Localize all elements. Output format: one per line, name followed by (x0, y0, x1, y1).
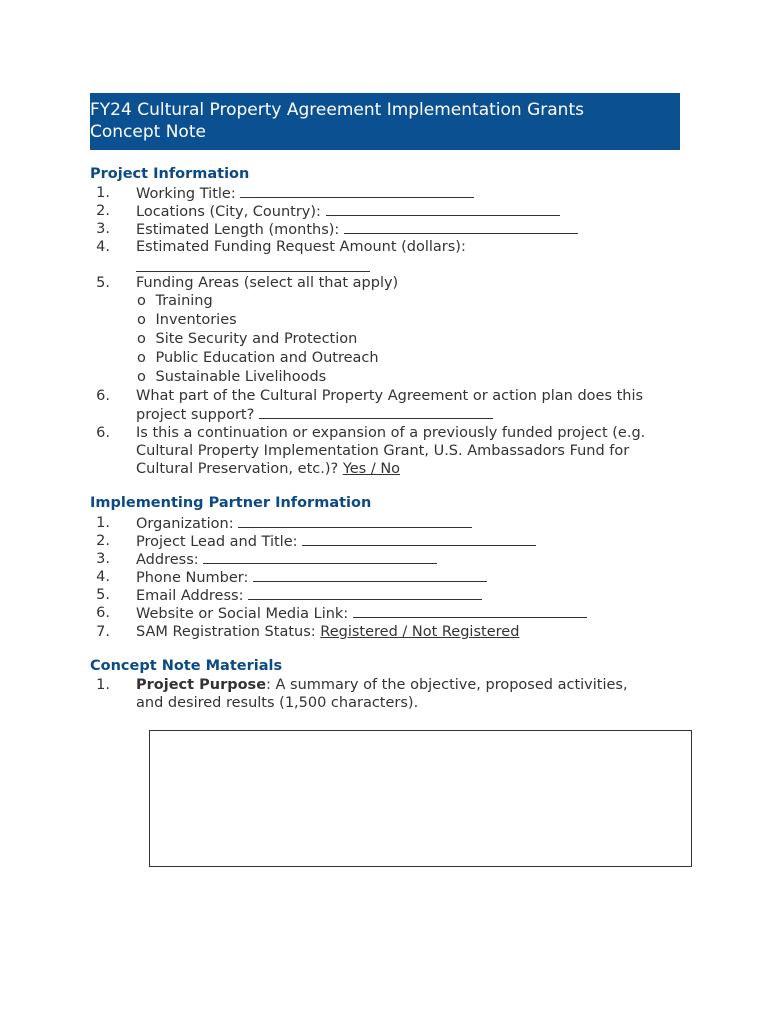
list-number: 1. (96, 185, 110, 201)
working-title-item (90, 184, 474, 203)
funding-area-option[interactable] (137, 349, 379, 367)
funding-areas-label: Funding Areas (select all that apply) (136, 275, 399, 291)
funding-area-inventories: Inventories (155, 312, 237, 328)
list-number: 3. (96, 551, 110, 567)
estimated-length-item (90, 220, 578, 239)
estimated-length-field[interactable] (344, 220, 578, 234)
document-title-line-2: Concept Note (90, 122, 206, 142)
list-number: 5. (96, 275, 110, 291)
sam-registration-answer[interactable]: Registered / Not Registered (320, 624, 520, 640)
list-number: 2. (96, 203, 110, 219)
funding-request-field[interactable] (136, 258, 370, 272)
bullet-marker: o (137, 312, 146, 328)
address-field[interactable] (203, 550, 437, 564)
continuation-item (90, 424, 645, 442)
funding-area-site-security: Site Security and Protection (155, 331, 358, 347)
continuation-line-3 (136, 460, 400, 478)
project-purpose-description: : A summary of the objective, proposed activities, (266, 677, 628, 693)
locations-field[interactable] (326, 202, 560, 216)
bullet-marker: o (137, 293, 146, 309)
continuation-line-2 (136, 442, 629, 460)
project-purpose-item (90, 676, 628, 694)
funding-area-public-education: Public Education and Outreach (155, 350, 379, 366)
working-title-field[interactable] (240, 184, 474, 198)
organization-label: Organization: (136, 516, 239, 532)
phone-field[interactable] (253, 568, 487, 582)
project-purpose-label: Project Purpose (136, 677, 267, 693)
bullet-marker: o (137, 350, 146, 366)
project-lead-label: Project Lead and Title: (136, 534, 303, 550)
project-lead-field[interactable] (302, 532, 536, 546)
bullet-marker: o (137, 331, 146, 347)
list-number: 4. (96, 239, 110, 255)
project-purpose-description-cont: and desired results (1,500 characters). (136, 695, 419, 711)
document-title-line-1: FY24 Cultural Property Agreement Implementation Grants (90, 100, 584, 120)
project-lead-item (90, 532, 536, 551)
cpa-support-question-cont: project support? (136, 407, 259, 423)
website-field[interactable] (353, 604, 587, 618)
funding-areas-item (90, 274, 398, 292)
list-number: 3. (96, 221, 110, 237)
sam-registration-item (90, 623, 519, 641)
funding-area-option[interactable] (137, 311, 237, 329)
sam-registration-label: SAM Registration Status: (136, 624, 321, 640)
phone-item (90, 568, 487, 587)
concept-note-materials-heading: Concept Note Materials (90, 658, 283, 674)
list-number: 4. (96, 569, 110, 585)
funding-area-training: Training (155, 293, 213, 309)
cpa-support-item (90, 387, 643, 405)
funding-request-item (90, 238, 466, 256)
funding-area-option[interactable] (137, 292, 213, 310)
partner-information-heading: Implementing Partner Information (90, 495, 372, 511)
list-number: 6. (96, 425, 110, 441)
project-purpose-text-box[interactable] (149, 730, 692, 867)
locations-item (90, 202, 560, 221)
list-number: 2. (96, 533, 110, 549)
list-number: 6. (96, 605, 110, 621)
organization-field[interactable] (238, 514, 472, 528)
document-title-banner (90, 93, 680, 150)
continuation-question: Is this a continuation or expansion of a previously funded project (e.g. (136, 425, 646, 441)
bullet-marker: o (137, 369, 146, 385)
project-information-heading: Project Information (90, 166, 250, 182)
list-number: 5. (96, 587, 110, 603)
address-item (90, 550, 437, 569)
funding-request-label: Estimated Funding Request Amount (dollars): (136, 239, 466, 255)
email-field[interactable] (248, 586, 482, 600)
continuation-question-end: Cultural Preservation, etc.)? (136, 461, 343, 477)
locations-label: Locations (City, Country): (136, 204, 326, 220)
working-title-label: Working Title: (136, 186, 241, 202)
continuation-question-cont: Cultural Property Implementation Grant, U.S. Ambassadors Fund for (136, 443, 630, 459)
phone-label: Phone Number: (136, 570, 254, 586)
funding-area-option[interactable] (137, 368, 326, 386)
funding-area-option[interactable] (137, 330, 357, 348)
email-label: Email Address: (136, 588, 249, 604)
email-item (90, 586, 482, 605)
list-number: 6. (96, 388, 110, 404)
cpa-support-question: What part of the Cultural Property Agreement or action plan does this (136, 388, 644, 404)
list-number: 7. (96, 624, 110, 640)
website-label: Website or Social Media Link: (136, 606, 353, 622)
address-label: Address: (136, 552, 204, 568)
list-number: 1. (96, 677, 110, 693)
website-item (90, 604, 587, 623)
cpa-support-field[interactable] (259, 405, 493, 419)
funding-area-sustainable-livelihoods: Sustainable Livelihoods (155, 369, 327, 385)
organization-item (90, 514, 472, 533)
project-purpose-line-2 (136, 694, 418, 712)
list-number: 1. (96, 515, 110, 531)
estimated-length-label: Estimated Length (months): (136, 222, 344, 238)
yes-no-answer[interactable]: Yes / No (342, 461, 401, 477)
cpa-support-line-2 (136, 405, 493, 424)
